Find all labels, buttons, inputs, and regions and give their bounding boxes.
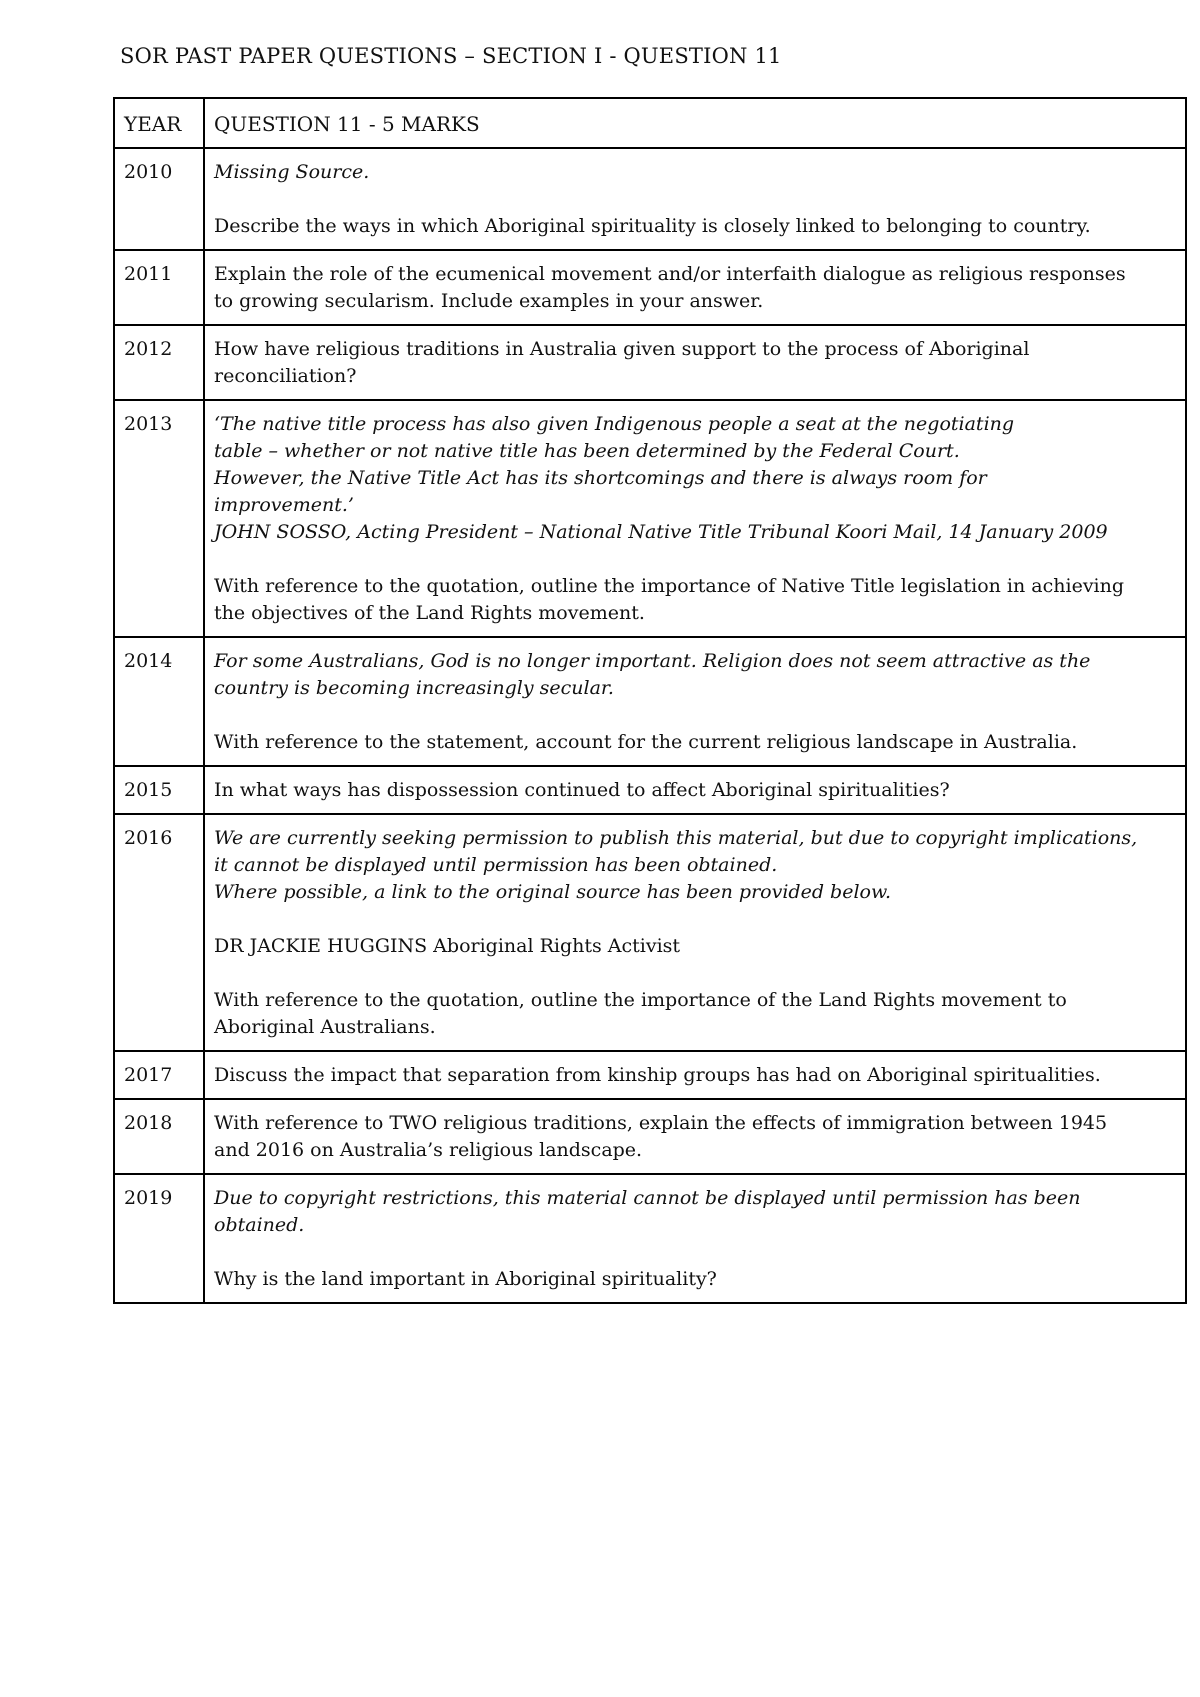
question-line: Aboriginal Australians. — [214, 1016, 436, 1038]
year-cell: 2010 — [114, 148, 204, 250]
past-questions-table — [113, 97, 1187, 1304]
question-line: Explain the role of the ecumenical movement and/or interfaith dialogue as religious responses — [214, 263, 1126, 285]
year-cell: 2012 — [114, 325, 204, 400]
year-column-header: YEAR — [114, 98, 204, 148]
paragraph-gap — [214, 546, 1176, 573]
source-line: table – whether or not native title has been determined by the Federal Court. — [214, 440, 960, 462]
question-column-header: QUESTION 11 - 5 MARKS — [204, 98, 1186, 148]
question-line: Describe the ways in which Aboriginal spirituality is closely linked to belonging to country. — [214, 215, 1091, 237]
table-row — [114, 325, 1186, 400]
table-header-row — [114, 98, 1186, 148]
page-title: SOR PAST PAPER QUESTIONS – SECTION I - QUESTION 11 — [120, 44, 782, 68]
question-line: and 2016 on Australia’s religious landscape. — [214, 1139, 643, 1161]
source-line: Due to copyright restrictions, this material cannot be displayed until permission has been — [214, 1187, 1081, 1209]
question-line: reconciliation? — [214, 365, 357, 387]
source-line: it cannot be displayed until permission has been obtained. — [214, 854, 778, 876]
year-cell: 2019 — [114, 1174, 204, 1303]
year-cell: 2015 — [114, 766, 204, 814]
table-row — [114, 814, 1186, 1051]
source-line: We are currently seeking permission to publish this material, but due to copyright implications, — [214, 827, 1138, 849]
question-line: With reference to TWO religious traditions, explain the effects of immigration between 1945 — [214, 1112, 1108, 1134]
question-line: to growing secularism. Include examples in your answer. — [214, 290, 764, 312]
table-row — [114, 1051, 1186, 1099]
table-row — [114, 250, 1186, 325]
paragraph-gap — [214, 960, 1176, 987]
year-cell: 2014 — [114, 637, 204, 766]
source-line: Missing Source. — [214, 161, 370, 183]
year-cell: 2017 — [114, 1051, 204, 1099]
table-row — [114, 637, 1186, 766]
source-line: ‘The native title process has also given Indigenous people a seat at the negotiating — [214, 413, 1015, 435]
question-cell — [204, 637, 1186, 766]
question-cell — [204, 325, 1186, 400]
question-line: In what ways has dispossession continued to affect Aboriginal spiritualities? — [214, 779, 950, 801]
source-line: obtained. — [214, 1214, 305, 1236]
source-line: Where possible, a link to the original source has been provided below. — [214, 881, 892, 903]
year-cell: 2013 — [114, 400, 204, 637]
question-line: With reference to the quotation, outline the importance of the Land Rights movement to — [214, 989, 1067, 1011]
question-cell — [204, 148, 1186, 250]
source-line: For some Australians, God is no longer important. Religion does not seem attractive as the — [214, 650, 1091, 672]
question-cell — [204, 1174, 1186, 1303]
attribution-line: DR JACKIE HUGGINS Aboriginal Rights Activist — [214, 935, 681, 957]
paragraph-gap — [214, 1239, 1176, 1266]
year-cell: 2016 — [114, 814, 204, 1051]
question-line: How have religious traditions in Australia given support to the process of Aboriginal — [214, 338, 1030, 360]
question-line: With reference to the statement, account for the current religious landscape in Australia. — [214, 731, 1078, 753]
question-line: Discuss the impact that separation from kinship groups has had on Aboriginal spiritualities. — [214, 1064, 1101, 1086]
question-cell — [204, 400, 1186, 637]
source-line: JOHN SOSSO, Acting President – National Native Title Tribunal Koori Mail, 14 January 2009 — [214, 521, 1108, 543]
paragraph-gap — [214, 906, 1176, 933]
table-row — [114, 148, 1186, 250]
question-cell — [204, 814, 1186, 1051]
source-line: country is becoming increasingly secular. — [214, 677, 614, 699]
table-row — [114, 400, 1186, 637]
table-row — [114, 1174, 1186, 1303]
question-cell — [204, 1051, 1186, 1099]
table-body — [114, 148, 1186, 1303]
question-line: With reference to the quotation, outline the importance of Native Title legislation in achieving — [214, 575, 1125, 597]
table-row — [114, 1099, 1186, 1174]
question-line: the objectives of the Land Rights movement. — [214, 602, 645, 624]
paragraph-gap — [214, 186, 1176, 213]
question-cell — [204, 1099, 1186, 1174]
question-line: Why is the land important in Aboriginal spirituality? — [214, 1268, 717, 1290]
year-cell: 2011 — [114, 250, 204, 325]
paragraph-gap — [214, 702, 1176, 729]
source-line: However, the Native Title Act has its shortcomings and there is always room for — [214, 467, 987, 489]
year-cell: 2018 — [114, 1099, 204, 1174]
question-cell — [204, 766, 1186, 814]
question-cell — [204, 250, 1186, 325]
table-row — [114, 766, 1186, 814]
source-line: improvement.’ — [214, 494, 354, 516]
